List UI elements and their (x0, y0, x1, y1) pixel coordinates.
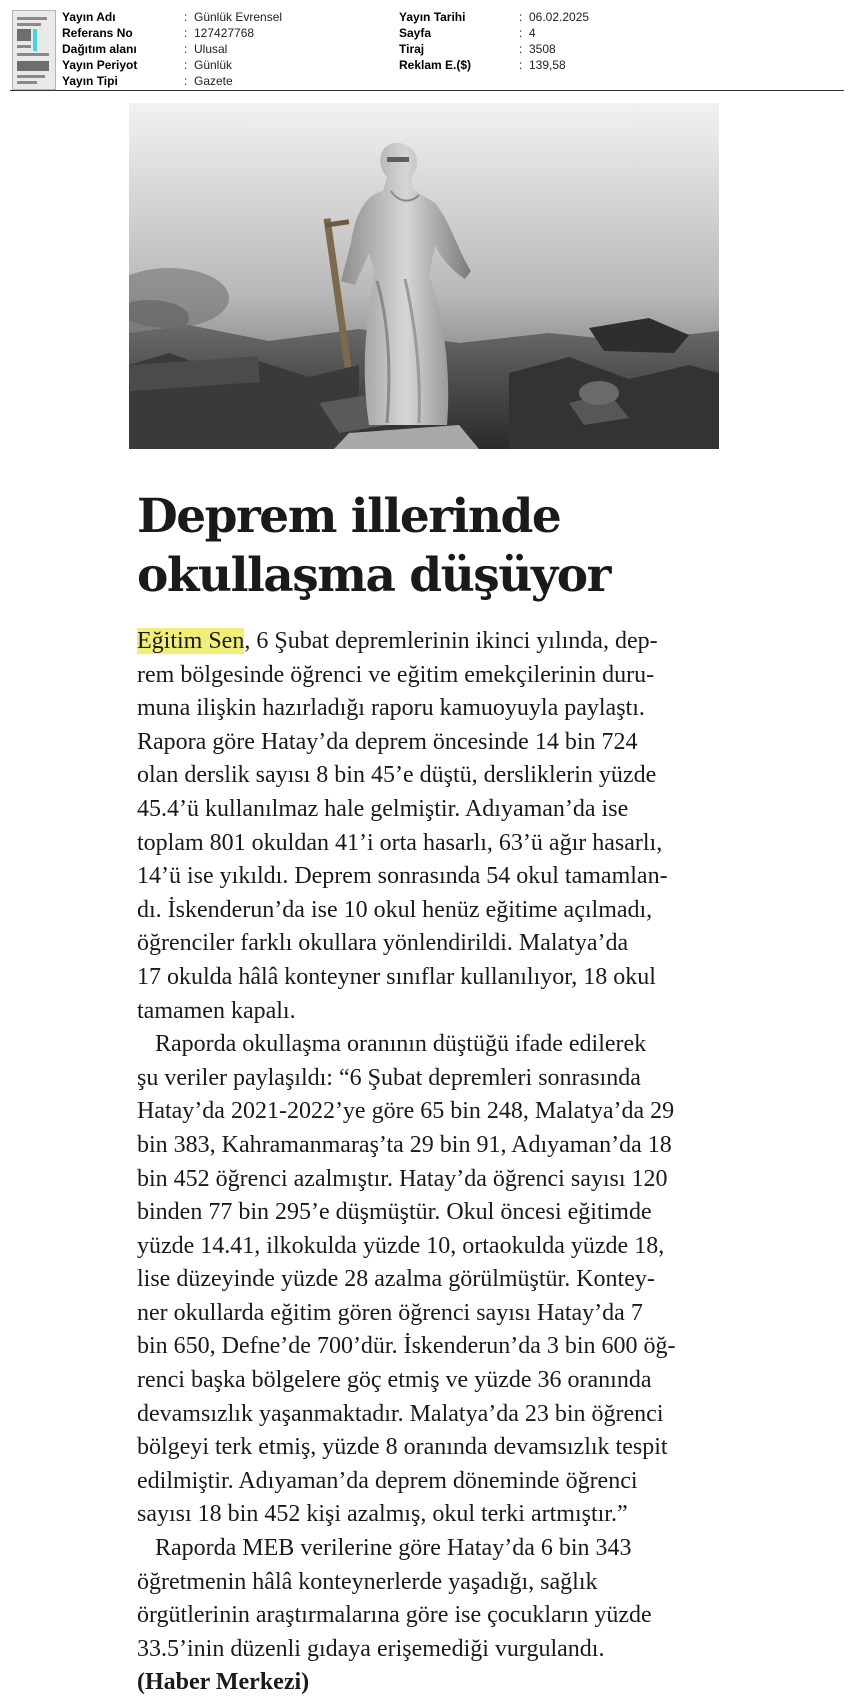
meta-row (62, 9, 282, 25)
body-line: toplam 801 okuldan 41’i orta hasarlı, 63’ü ağır hasarlı, (137, 829, 663, 856)
meta-separator: : (519, 58, 523, 72)
meta-separator: : (519, 10, 523, 24)
body-line: renci başka bölgelere göç etmiş ve yüzde 36 oranında (137, 1367, 652, 1394)
meta-value: 06.02.2025 (529, 10, 590, 24)
header-divider (10, 90, 844, 91)
meta-row (399, 9, 589, 25)
body-line: öğretmenin hâlâ konteynerlerde yaşadığı, sağlık (137, 1568, 598, 1595)
meta-row (399, 25, 589, 41)
meta-separator: : (184, 42, 188, 56)
body-line: Raporda MEB verilerine göre Hatay’da 6 bin 343 (155, 1535, 632, 1562)
meta-separator: : (184, 10, 188, 24)
body-line: 14’ü ise yıkıldı. Deprem sonrasında 54 okul tamamlan- (137, 863, 668, 890)
meta-label: Tiraj (399, 42, 425, 56)
body-line: yüzde 14.41, ilkokulda yüzde 10, ortaokulda yüzde 18, (137, 1232, 665, 1259)
body-line: rem bölgesinde öğrenci ve eğitim emekçilerinin duru- (137, 661, 655, 688)
body-line: edilmiştir. Adıyaman’da deprem döneminde öğrenci (137, 1467, 638, 1494)
headline-line: Deprem illerinde (137, 489, 561, 544)
body-line: ner okullarda eğitim gören öğrenci sayısı Hatay’da 7 (137, 1299, 643, 1326)
body-line: tamamen kapalı. (137, 997, 296, 1024)
highlighted-source: Eğitim Sen (137, 628, 245, 654)
body-line: olan derslik sayısı 8 bin 45’e düştü, dersliklerin yüzde (137, 762, 657, 789)
meta-value: Ulusal (194, 42, 228, 56)
page-thumbnail[interactable] (12, 10, 56, 90)
meta-separator: : (519, 42, 523, 56)
body-line (137, 625, 712, 659)
body-line: bin 383, Kahramanmaraş’ta 29 bin 91, Adıyaman’da 18 (137, 1131, 672, 1158)
meta-row (399, 41, 589, 57)
meta-row (399, 57, 589, 73)
meta-value: 127427768 (194, 26, 255, 40)
body-line: Hatay’da 2021-2022’ye göre 65 bin 248, Malatya’da 29 (137, 1098, 675, 1125)
meta-separator: : (519, 26, 523, 40)
article-body (137, 625, 712, 1700)
meta-row (62, 25, 282, 41)
body-line: lise düzeyinde yüzde 28 azalma görülmüştür. Kontey- (137, 1266, 655, 1293)
meta-left-column (62, 9, 282, 89)
meta-label: Yayın Adı (62, 10, 116, 24)
article-photo (129, 103, 719, 449)
body-line: muna ilişkin hazırladığı raporu kamuoyuyla paylaştı. (137, 695, 645, 722)
meta-row (62, 57, 282, 73)
meta-separator: : (184, 26, 188, 40)
meta-label: Yayın Tarihi (399, 10, 466, 24)
article-headline (137, 487, 737, 605)
body-line: öğrenciler farklı okullara yönlendirildi. Malatya’da (137, 930, 629, 957)
meta-value: Gazete (194, 74, 233, 88)
meta-value: Günlük (194, 58, 233, 72)
meta-value: 3508 (529, 42, 556, 56)
body-line: bölgeyi terk etmiş, yüzde 8 oranında devamsızlık tespit (137, 1434, 668, 1461)
meta-value: Günlük Evrensel (194, 10, 283, 24)
body-line: Rapora göre Hatay’da deprem öncesinde 14 bin 724 (137, 728, 638, 755)
byline: (Haber Merkezi) (137, 1669, 310, 1696)
meta-separator: : (184, 58, 188, 72)
meta-value: 139,58 (529, 58, 566, 72)
meta-right-column (399, 9, 589, 73)
meta-row (62, 41, 282, 57)
meta-label: Referans No (62, 26, 133, 40)
body-line: 45.4’ü kullanılmaz hale gelmiştir. Adıyaman’da ise (137, 795, 629, 822)
body-line: devamsızlık yaşanmaktadır. Malatya’da 23 bin öğrenci (137, 1400, 664, 1427)
body-line: örgütlerinin araştırmalarına göre ise çocukların yüzde (137, 1602, 652, 1629)
body-line: Raporda okullaşma oranının düştüğü ifade edilerek (155, 1031, 647, 1058)
meta-row (62, 73, 282, 89)
meta-label: Dağıtım alanı (62, 42, 137, 56)
meta-label: Sayfa (399, 26, 432, 40)
meta-label: Yayın Periyot (62, 58, 138, 72)
body-line: bin 452 öğrenci azalmıştır. Hatay’da öğrenci sayısı 120 (137, 1165, 668, 1192)
body-line: 17 okulda hâlâ konteyner sınıflar kullanılıyor, 18 okul (137, 963, 656, 990)
body-line: sayısı 18 bin 452 kişi azalmış, okul terki artmıştır.” (137, 1501, 628, 1528)
body-line: 33.5’inin düzenli gıdaya erişemediği vurgulandı. (137, 1635, 605, 1662)
meta-separator: : (184, 74, 188, 88)
body-line: binden 77 bin 295’e düşmüştür. Okul öncesi eğitimde (137, 1199, 652, 1226)
headline-line: okullaşma düşüyor (137, 548, 610, 603)
meta-label: Yayın Tipi (62, 74, 118, 88)
meta-value: 4 (529, 26, 536, 40)
body-line: dı. İskenderun’da ise 10 okul henüz eğitime açılmadı, (137, 896, 653, 923)
clipping-header (0, 0, 850, 92)
body-line-text: , 6 Şubat depremlerinin ikinci yılında, dep- (244, 628, 658, 654)
body-line: şu veriler paylaşıldı: “6 Şubat depremleri sonrasında (137, 1064, 641, 1091)
meta-label: Reklam E.($) (399, 58, 472, 72)
body-line: bin 650, Defne’de 700’dür. İskenderun’da 3 bin 600 öğ- (137, 1333, 676, 1360)
